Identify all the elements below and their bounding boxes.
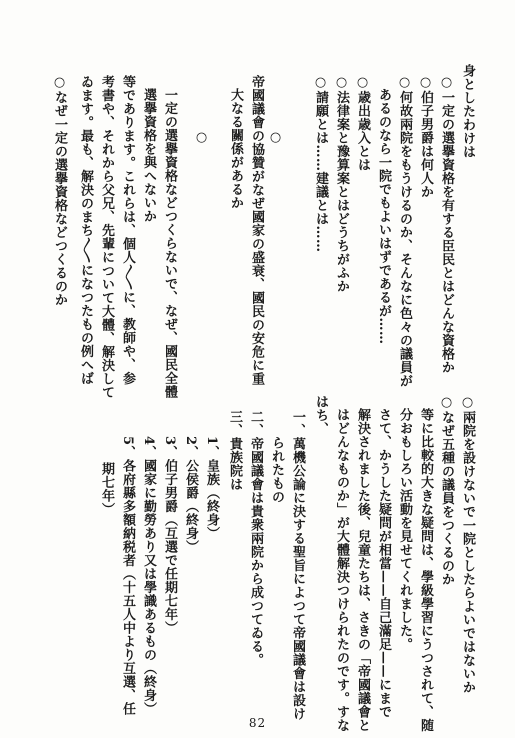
text-column: ○歳出歳入とは xyxy=(355,75,370,172)
text-column: 身としたわけは xyxy=(460,64,475,159)
list-item: 5、各府縣多額納税者（十五人中より互選、任 xyxy=(120,436,135,716)
text-column: ○なぜ一定の選擧資格などつくるのか xyxy=(52,75,67,307)
list-item: 1、皇族（終身） xyxy=(204,436,219,541)
text-column: 大なる關係があるか xyxy=(228,88,243,210)
text-column: ○一定の選擧資格を有する臣民とはどんな資格か xyxy=(439,75,454,374)
page-number: 82 xyxy=(248,716,267,730)
list-item: 一、萬機公論に決する聖旨によつて帝國議會は設け xyxy=(290,410,305,721)
text-column: ○兩院を設けないで一院としたらよいではないか xyxy=(460,395,475,694)
text-column: 等に比較的大きな疑問は、學級學習にうつされて、随 xyxy=(418,408,433,732)
text-column: 解決されました後、兒童たちは、さきの「帝國議會と xyxy=(355,408,370,732)
text-column: 選擧資格を與へないか xyxy=(141,88,156,223)
text-column: 一定の選擧資格などつくらないで、なぜ、國民全體 xyxy=(162,88,177,399)
section-mark: ○ xyxy=(194,130,209,145)
list-item: 2、公侯爵（終身） xyxy=(183,436,198,554)
text-column: ゐます。最も、解決のまち〳〵になつたもの例へば xyxy=(78,75,93,385)
text-column: 分おもしろい活動を見せてくれました。 xyxy=(397,408,412,651)
text-column: 期七年） xyxy=(99,462,114,516)
text-column: はち、 xyxy=(313,395,328,436)
text-column: ○伯子男爵は何人か xyxy=(418,75,433,199)
text-column: ○請願とは……建議とは…… xyxy=(313,75,328,253)
section-mark: ○ xyxy=(268,130,283,145)
text-column: 等であります。これらは、個人〳〵に、教師や、参 xyxy=(120,75,135,385)
list-item: 4、國家に勤勞あり又は學識あるもの（終身） xyxy=(141,436,156,716)
text-column: 考書や、それから父兄、先輩について大體、解決して xyxy=(99,75,114,399)
text-column: ○法律案と豫算案とはどうちがふか xyxy=(334,75,349,293)
text-column: 帝國議會の協贊がなぜ國家の盛衰、國民の安危に重 xyxy=(249,75,264,386)
text-column: ○何故兩院をもうけるのか、そんなに色々の議員が xyxy=(397,75,412,388)
list-item: 二、帝國議會は貴衆兩院から成つてゐる。 xyxy=(248,410,263,667)
text-column: られたもの xyxy=(269,436,284,504)
text-column: あるのなら一院でもよいはずであるが…… xyxy=(376,88,391,345)
list-item: 3、伯子男爵（互選で任期七年） xyxy=(162,436,177,635)
text-column: はどんなものか」が大體解決つけられたのです。すな xyxy=(334,408,349,732)
text-column: ○なぜ五種の議員をつくるのか xyxy=(439,395,454,586)
list-item: 三、貴族院は xyxy=(227,410,242,491)
text-column: さて、かうした疑問が相當——自己滿足——にまで xyxy=(376,408,391,719)
